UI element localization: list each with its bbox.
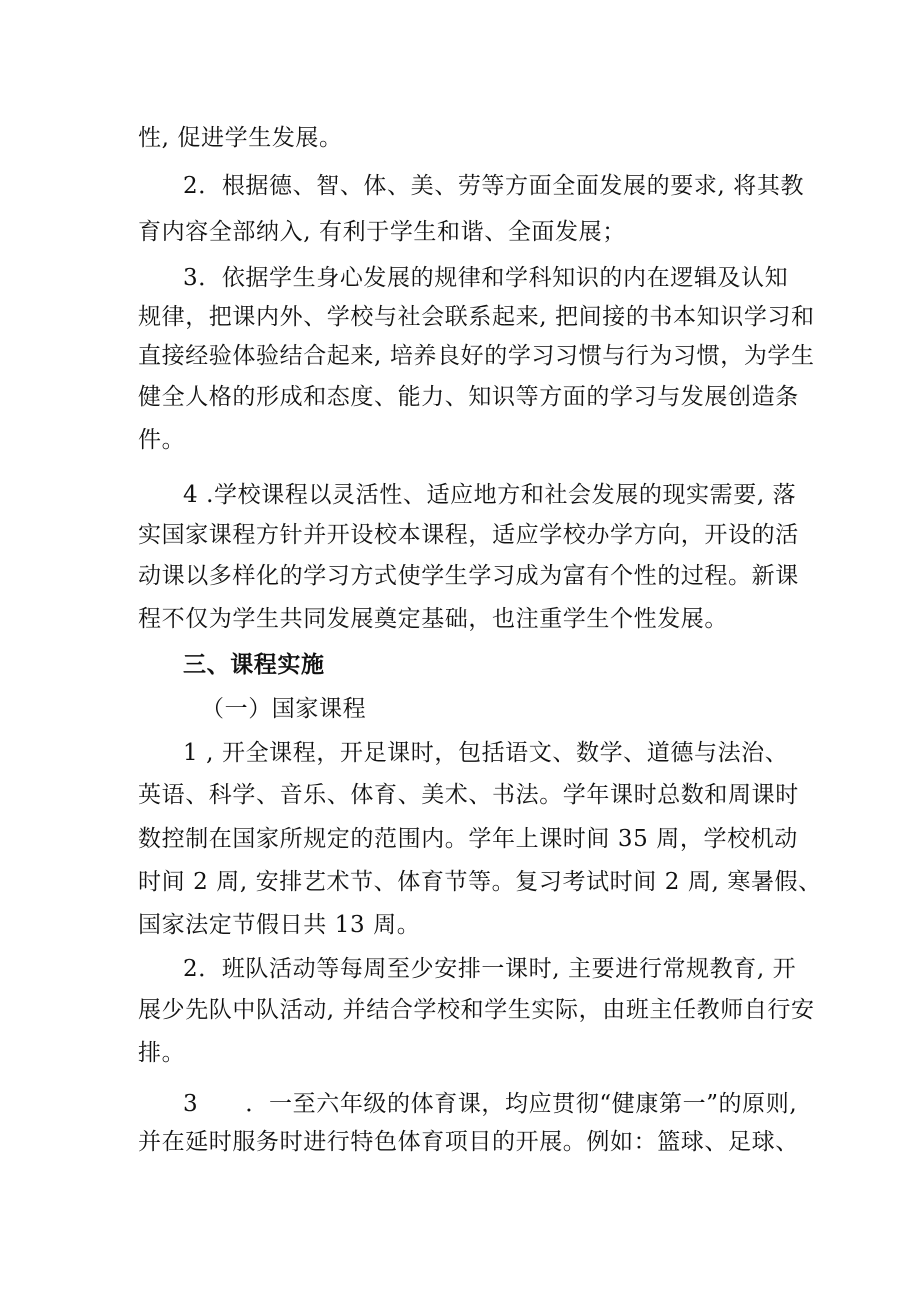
text-line: 规律，把课内外、学校与社会联系起来, 把间接的书本知识学习和 <box>138 304 815 330</box>
text-line: 国家法定节假日共 13 周。 <box>138 912 421 938</box>
text-line: 4 .学校课程以灵活性、适应地方和社会发展的现实需要, 落 <box>183 482 797 508</box>
text-line: 育内容全部纳入, 有利于学生和谐、全面发展； <box>138 219 626 245</box>
text-line: 3 ．一至六年级的体育课，均应贯彻“健康第一”的原则, <box>183 1091 798 1117</box>
text-line: 2．班队活动等每周至少安排一课时, 主要进行常规教育, 开 <box>183 956 797 982</box>
text-line: 动课以多样化的学习方式使学生学习成为富有个性的过程。新课 <box>138 563 799 589</box>
text-line: 数控制在国家所规定的范围内。学年上课时间 35 周，学校机动 <box>138 826 798 852</box>
text-line: 健全人格的形成和态度、能力、知识等方面的学习与发展创造条 <box>138 384 799 410</box>
text-line: 件。 <box>138 427 186 453</box>
text-line: 性, 促进学生发展。 <box>138 125 343 151</box>
text-line: 时间 2 周, 安排艺术节、体育节等。复习考试时间 2 周, 寒暑假、 <box>138 869 822 895</box>
text-line: 英语、科学、音乐、体育、美术、书法。学年课时总数和周课时 <box>138 782 799 808</box>
text-line: 直接经验体验结合起来, 培养良好的学习习惯与行为习惯，为学生 <box>138 343 815 369</box>
section-heading: 三、课程实施 <box>183 651 325 678</box>
text-line: 3．依据学生身心发展的规律和学科知识的内在逻辑及认知 <box>183 265 789 291</box>
text-line: 2．根据德、智、体、美、劳等方面全面发展的要求, 将其教 <box>183 173 805 199</box>
text-line: 1 , 开全课程，开足课时，包括语文、数学、道德与法治、 <box>183 740 789 766</box>
text-line: 展少先队中队活动, 并结合学校和学生实际，由班主任教师自行安 <box>138 997 815 1023</box>
text-line: 实国家课程方针并开设校本课程，适应学校办学方向，开设的活 <box>138 522 799 548</box>
subsection-heading: （一）国家课程 <box>201 696 367 722</box>
text-line: 排。 <box>138 1040 186 1066</box>
text-line: 程不仅为学生共同发展奠定基础，也注重学生个性发展。 <box>138 606 728 632</box>
text-line: 并在延时服务时进行特色体育项目的开展。例如：篮球、足球、 <box>138 1129 799 1155</box>
